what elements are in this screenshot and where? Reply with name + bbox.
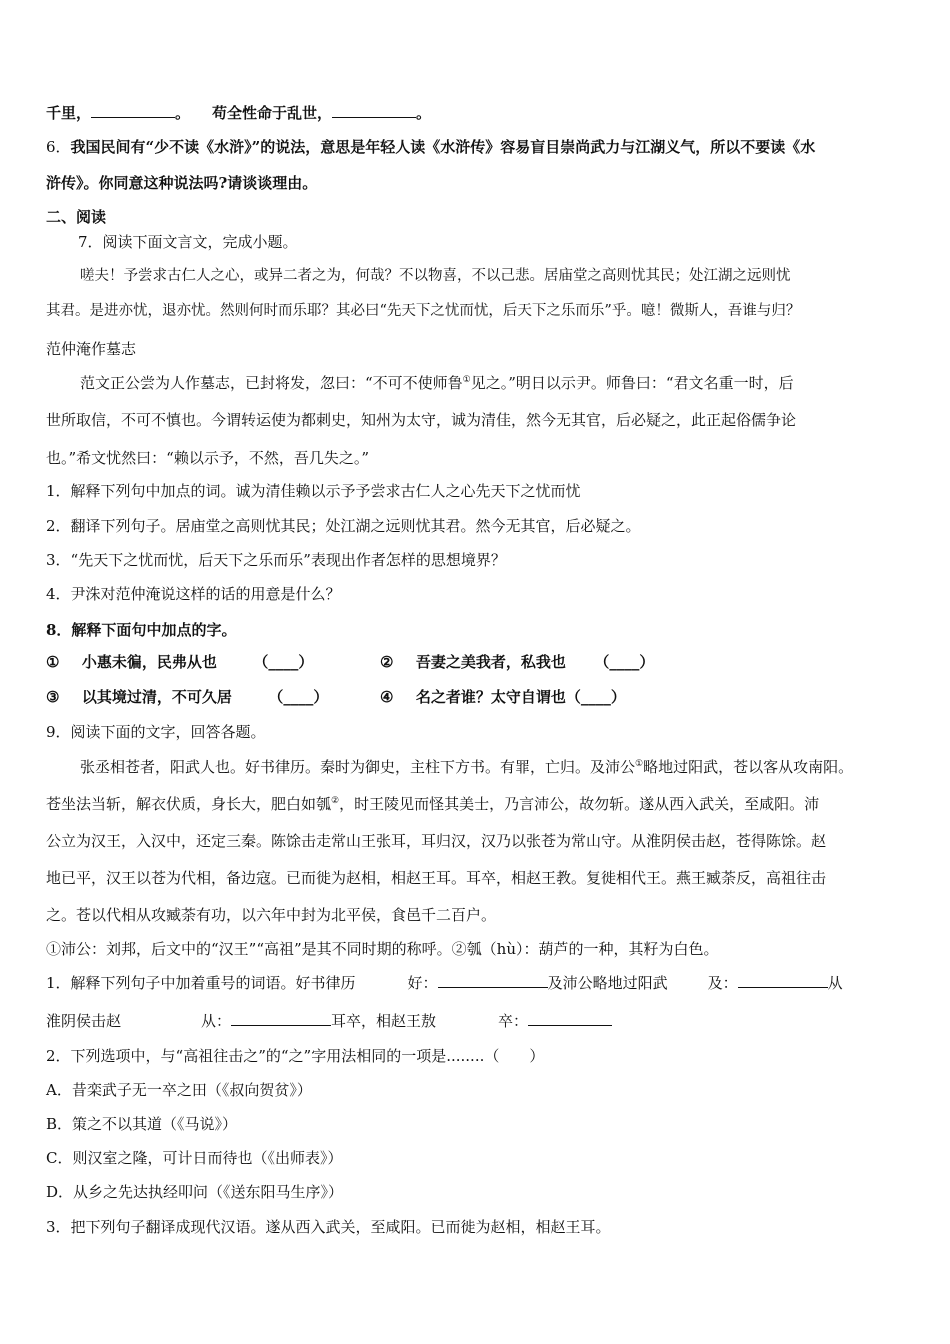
q7-passage-b-line2: 世所取信，不可不慎也。今谓转运使为都刺史，知州为太守，诚为清佳，然今无其官，后必疑之，此正起俗儒争论 <box>46 411 797 429</box>
q6-text: 我国民间有“少不读《水浒》”的说法，意思是年轻人读《水浒传》容易盲目崇尚武力与江湖义气，所以不要读《水 <box>70 138 816 156</box>
answer-blank[interactable] <box>332 102 416 118</box>
answer-paren[interactable]: （____） <box>268 688 329 706</box>
q6-line2: 浒传》。你同意这种说法吗?请谈谈理由。 <box>46 174 318 192</box>
item-mark: ④ <box>380 688 394 706</box>
q5-text-c: 苟全性命于乱世， <box>212 104 333 122</box>
q9-passage-line1 <box>80 756 912 778</box>
item-mark: ② <box>380 653 394 671</box>
question-text: 及沛公略地过阳武 <box>547 974 668 992</box>
q9-intro: 9．阅读下面的文字，回答各题。 <box>46 723 266 741</box>
q7-sub3: 3．“先天下之忧而忧，后天下之乐而乐”表现出作者怎样的思想境界？ <box>46 551 506 569</box>
passage-text: 张丞相苍者，阳武人也。好书律历。秦时为御史，主柱下方书。有罪，亡归。及沛公 <box>80 758 636 776</box>
q8-item-2 <box>380 651 654 673</box>
q8-title: 8．解释下面句中加点的字。 <box>46 621 237 639</box>
question-text: 耳卒，相赵王敖 <box>331 1012 437 1030</box>
item-text: 名之者谁？太守自谓也（____） <box>415 688 626 706</box>
q9-footnote: ①沛公：刘邦，后文中的“汉王”“高祖”是其不同时期的称呼。②瓠（hù）：葫芦的一种，其籽为白色。 <box>46 940 719 958</box>
item-mark: ③ <box>46 688 60 706</box>
passage-text: 苍坐法当斩，解衣伏质，身长大，肥白如瓠 <box>46 795 332 813</box>
answer-paren[interactable]: （____） <box>253 653 314 671</box>
q9-passage-line2 <box>46 793 912 815</box>
q7-passage-a-line1: 嗟夫！予尝求古仁人之心，或异二者之为，何哉？不以物喜，不以己悲。居庙堂之高则忧其民；处江湖之远则忧 <box>80 268 791 284</box>
item-mark: ① <box>46 653 60 671</box>
q9-sub3: 3．把下列句子翻译成现代汉语。遂从西入武关，至咸阳。已而徙为赵相，相赵王耳。 <box>46 1218 611 1236</box>
passage-text: 略地过阳武，苍以客从攻南阳。 <box>643 758 854 776</box>
footnote-mark: ① <box>462 375 471 385</box>
blank-label: 卒： <box>498 1012 529 1030</box>
answer-blank[interactable] <box>438 972 548 988</box>
answer-blank[interactable] <box>91 102 175 118</box>
item-text: 吾妻之美我者，私我也 <box>415 653 566 671</box>
q7-passage-b-title: 范仲淹作墓志 <box>46 340 137 358</box>
passage-text: ，时王陵见而怪其美士，乃言沛公，故勿斩。遂从西入武关，至咸阳。沛 <box>339 795 820 813</box>
q9-option-d[interactable]: D．从乡之先达执经叩问（《送东阳马生序》） <box>46 1183 344 1201</box>
q9-passage-line3: 公立为汉王，入汉中，还定三秦。陈馀击走常山王张耳，耳归汉，汉乃以张苍为常山守。从淮阴侯击赵，苍得陈馀。赵 <box>46 832 827 850</box>
q9-option-a[interactable]: A．昔栾武子无一卒之田（《叔向贺贫》） <box>46 1081 312 1099</box>
answer-blank[interactable] <box>231 1010 331 1026</box>
q9-option-b[interactable]: B．策之不以其道（《马说》） <box>46 1115 238 1133</box>
q6-number: 6． <box>46 138 71 156</box>
q9-sub2: 2．下列选项中，与“高祖往击之”的“之”字用法相同的一项是........（ ） <box>46 1047 545 1065</box>
q9-passage-line5: 之。苍以代相从攻臧荼有功，以六年中封为北平侯，食邑千二百户。 <box>46 906 497 924</box>
blank-label: 好： <box>407 974 438 992</box>
item-text: 以其境过清，不可久居 <box>81 688 232 706</box>
q8-item-1 <box>46 651 313 673</box>
item-text: 小惠未徧，民弗从也 <box>81 653 217 671</box>
q5-tail <box>46 102 912 124</box>
footnote-mark: ① <box>635 759 644 769</box>
footnote-mark: ② <box>331 796 340 806</box>
q7-sub4: 4．尹洙对范仲淹说这样的话的用意是什么？ <box>46 585 341 603</box>
question-text: 淮阴侯击赵 <box>46 1012 122 1030</box>
q8-item-3 <box>46 686 328 708</box>
q7-sub1: 1．解释下列句中加点的词。诚为清佳赖以示予予尝求古仁人之心先天下之忧而忧 <box>46 482 581 500</box>
section-heading: 二、阅读 <box>46 208 107 226</box>
question-text: 1．解释下列句子中加着重号的词语。好书律历 <box>46 974 356 992</box>
q7-sub2: 2．翻译下列句子。居庙堂之高则忧其民；处江湖之远则忧其君。然今无其官，后必疑之。 <box>46 517 641 535</box>
q7-passage-b-line3: 也。”希文忧然曰：“赖以示予，不然，吾几失之。” <box>46 449 370 467</box>
q5-text-a: 千里， <box>46 104 92 122</box>
q7-passage-b-line1 <box>80 372 912 394</box>
q8-item-4 <box>380 686 626 708</box>
q9-sub1-line2 <box>46 1010 612 1032</box>
answer-blank[interactable] <box>738 972 828 988</box>
q9-sub1-line1 <box>46 972 843 994</box>
q9-passage-line4: 地已平，汉王以苍为代相，备边寇。已而徙为赵相，相赵王耳。耳卒，相赵王教。复徙相代王。燕王臧荼反，高祖往击 <box>46 869 827 887</box>
blank-label: 从： <box>201 1012 232 1030</box>
q9-option-c[interactable]: C．则汉室之隆，可计日而待也（《出师表》） <box>46 1149 343 1167</box>
blank-label: 及： <box>707 974 738 992</box>
q5-text-d: 。 <box>416 104 432 122</box>
q5-text-b: 。 <box>175 104 191 122</box>
question-text: 从 <box>827 974 843 992</box>
q7-intro: 7．阅读下面文言文，完成小题。 <box>78 233 298 251</box>
passage-text: 见之。”明日以示尹。师鲁曰：“君文名重一时，后 <box>470 374 794 392</box>
answer-blank[interactable] <box>528 1010 612 1026</box>
passage-text: 范文正公尝为人作墓志，已封将发，忽曰：“不可不使师鲁 <box>80 374 463 392</box>
q6-line1 <box>46 136 912 158</box>
q7-passage-a-line2: 其君。是进亦忧，退亦忧。然则何时而乐耶？其必曰“先天下之忧而忧，后天下之乐而乐”乎。噫！微斯人，吾谁与归？ <box>46 303 801 319</box>
answer-paren[interactable]: （____） <box>594 653 655 671</box>
